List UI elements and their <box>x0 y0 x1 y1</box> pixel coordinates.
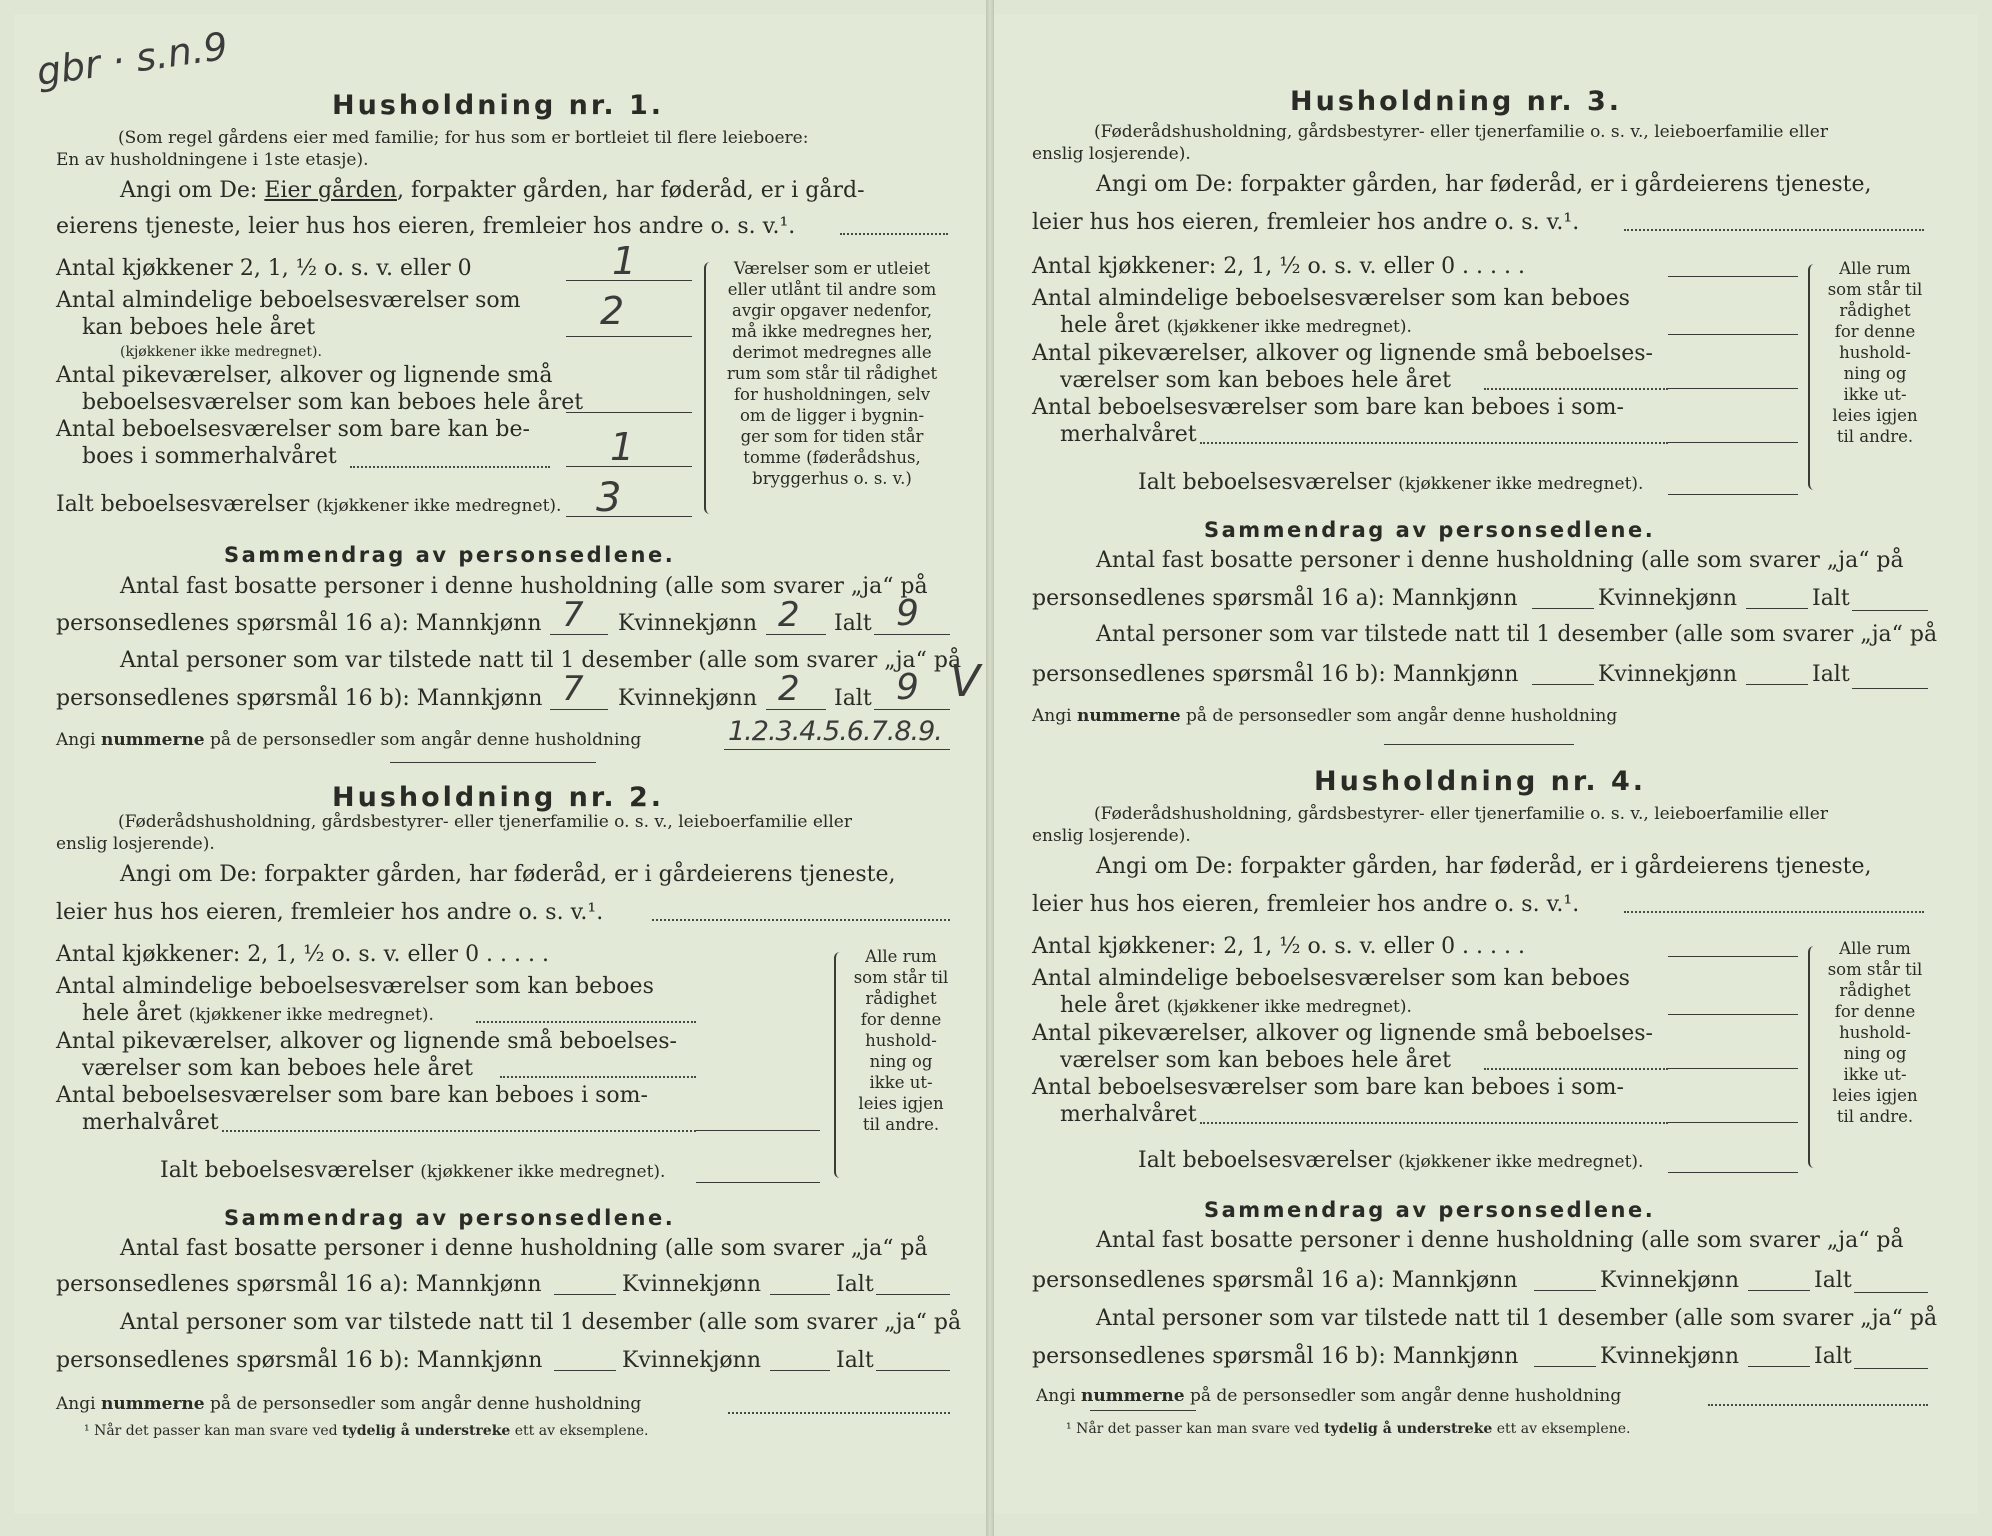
hh2-somm-line2: merhalvåret <box>82 1110 219 1135</box>
hh4-foot-c: ett av eksemplene. <box>1496 1421 1631 1437</box>
hh3-kjokken-line <box>1668 276 1798 277</box>
hh4-fast-line1: Antal fast bosatte personer i denne husholdning (alle som svarer „ja“ på <box>1096 1228 1904 1253</box>
hh3-nr-angi: Angi <box>1032 706 1072 726</box>
hh3-side-line: rådighet <box>1839 301 1911 320</box>
hh2-alm-line2 <box>82 1003 434 1025</box>
hh2-pike-dots <box>500 1076 696 1078</box>
hh3-tilst-label: personsedlenes spørsmål 16 b): <box>1032 662 1386 687</box>
hh3-ialt-label <box>1138 472 1643 494</box>
hh1-alm-line2: kan beboes hele året <box>82 315 316 340</box>
hh4-side-line: leies igjen <box>1832 1086 1918 1105</box>
hh1-title: Husholdning nr. 1. <box>332 90 665 121</box>
hh2-note-line1: (Føderådshusholdning, gårdsbestyrer- eller tjenerfamilie o. s. v., leieboerfamilie eller <box>118 812 852 832</box>
hh1-angi-line2: eierens tjeneste, leier hus hos eieren, fremleier hos andre o. s. v.¹. <box>56 214 796 239</box>
hh1-alm-value: 2 <box>600 289 625 333</box>
hh2-tilst-label: personsedlenes spørsmål 16 b): <box>56 1348 410 1373</box>
hh3-angi-line1: Angi om De: forpakter gården, har føderåd, er i gårdeierens tjeneste, <box>1096 172 1872 197</box>
hh3-alm-text: hele året <box>1060 313 1160 338</box>
hh4-nr-rest: på de personsedler som angår denne husholdning <box>1190 1386 1622 1406</box>
hh1-pike-line2: beboelsesværelser som kan beboes hele året <box>82 390 584 415</box>
hh4-pike-dots <box>1484 1068 1668 1070</box>
hh4-kjokken-line <box>1668 956 1798 957</box>
hh3-alm-line1: Antal almindelige beboelsesværelser som kan beboes <box>1032 286 1630 311</box>
hh2-side-note <box>846 946 956 1135</box>
hh1-side-line: derimot medregnes alle <box>732 343 932 362</box>
hh1-kjokken-label: Antal kjøkkener 2, 1, ½ o. s. v. eller 0 <box>56 256 472 281</box>
hh4-ialt-line <box>1668 1172 1798 1173</box>
hh1-nummer-value: 1.2.3.4.5.6.7.8.9. <box>728 716 942 747</box>
hh1-nummer-line-rule <box>724 749 950 750</box>
hh4-angi-fill-line <box>1624 911 1924 913</box>
hh2-nr-angi: Angi <box>56 1394 96 1414</box>
hh1-angi-label: Angi om De: <box>120 178 258 203</box>
hh2-fast-line2 <box>56 1274 542 1296</box>
hh4-side-line: rådighet <box>1839 981 1911 1000</box>
hh3-tilst-mann-label: Mannkjønn <box>1392 662 1519 687</box>
hh3-side-line: for denne <box>1834 322 1916 341</box>
hh4-pike-line2: værelser som kan beboes hele året <box>1060 1048 1451 1073</box>
hh2-alm-text: hele året <box>82 1001 182 1026</box>
hh3-side-line: ning og <box>1843 364 1907 383</box>
hh3-somm-line1: Antal beboelsesværelser som bare kan beboes i som- <box>1032 395 1624 420</box>
hh1-tilst-label: personsedlenes spørsmål 16 b): <box>56 686 410 711</box>
hh4-title: Husholdning nr. 4. <box>1314 766 1647 797</box>
hh1-side-line: avgir opgaver nedenfor, <box>732 301 932 320</box>
hh1-nummer-line <box>56 732 641 749</box>
hh4-tilst-mann-label: Mannkjønn <box>1392 1344 1519 1369</box>
hh1-angi-rest: , forpakter gården, har føderåd, er i gård- <box>396 178 865 203</box>
hh2-pike-line1: Antal pikeværelser, alkover og lignende små beboelses- <box>56 1029 677 1054</box>
hh3-fast-ialt-line <box>1852 610 1928 611</box>
hh3-tilst-kvinne-label: Kvinnekjønn <box>1598 662 1737 687</box>
hh1-alm-line1: Antal almindelige beboelsesværelser som <box>56 288 521 313</box>
hh3-angi-line2: leier hus hos eieren, fremleier hos andre o. s. v.¹. <box>1032 210 1580 235</box>
hh4-side-line: til andre. <box>1836 1107 1914 1126</box>
hh2-pike-line2: værelser som kan beboes hele året <box>82 1056 473 1081</box>
hh3-pike-line2: værelser som kan beboes hele året <box>1060 368 1451 393</box>
hh2-fast-ialt-label: Ialt <box>836 1272 874 1297</box>
hh3-fast-mann-line <box>1532 608 1594 609</box>
hh4-tilst-line1: Antal personer som var tilstede natt til 1 desember (alle som svarer „ja“ på <box>1096 1306 1938 1331</box>
hh2-brace <box>834 952 846 1178</box>
hh3-fast-kvinne-line <box>1746 608 1808 609</box>
hh2-tilst-line2 <box>56 1350 542 1372</box>
hh3-fast-kvinne-label: Kvinnekjønn <box>1598 586 1737 611</box>
hh1-angi-eier-underlined: Eier gården <box>264 178 397 203</box>
hh1-side-line: eller utlånt til andre som <box>727 280 937 299</box>
hh2-alm-note: (kjøkkener ikke medregnet). <box>188 1005 434 1025</box>
hh2-alm-line1: Antal almindelige beboelsesværelser som kan beboes <box>56 974 654 999</box>
hh1-tilst-line1: Antal personer som var tilstede natt til 1 desember (alle som svarer „ja“ på <box>120 648 962 673</box>
hh1-fast-ialt-label: Ialt <box>834 611 872 636</box>
hh1-side-line: tomme (føderådshus, <box>743 448 921 467</box>
hh4-somm-line <box>1668 1122 1798 1123</box>
hh4-somm-dots <box>1200 1122 1668 1124</box>
hh1-angi-fill-line <box>840 233 948 235</box>
hh1-ialt-note: (kjøkkener ikke medregnet). <box>316 496 562 516</box>
page-fold <box>986 0 994 1536</box>
hh2-angi-line2: leier hus hos eieren, fremleier hos andre o. s. v.¹. <box>56 900 604 925</box>
hh3-pike-line <box>1668 388 1798 389</box>
hh4-angi-line1: Angi om De: forpakter gården, har føderåd, er i gårdeierens tjeneste, <box>1096 854 1872 879</box>
hh2-tilst-kvinne-label: Kvinnekjønn <box>622 1348 761 1373</box>
hh3-somm-line <box>1668 442 1798 443</box>
hh2-footnote <box>84 1424 648 1438</box>
hh4-alm-line1: Antal almindelige beboelsesværelser som kan beboes <box>1032 966 1630 991</box>
hh4-tilst-kvinne-line <box>1748 1366 1810 1367</box>
hh1-ialt-value: 3 <box>596 475 622 521</box>
hh3-tilst-kvinne-line <box>1746 684 1808 685</box>
hh3-nr-bold: nummerne <box>1076 706 1181 726</box>
hh2-side-line: ikke ut- <box>869 1073 933 1092</box>
hh3-note-line1: (Føderådshusholdning, gårdsbestyrer- eller tjenerfamilie o. s. v., leieboerfamilie eller <box>1094 122 1828 142</box>
hh4-footnote <box>1066 1422 1630 1436</box>
hh4-foot-a: ¹ Når det passer kan man svare ved <box>1066 1421 1320 1437</box>
hh1-side-line: om de ligger i bygnin- <box>739 406 925 425</box>
hh2-side-line: ning og <box>869 1052 933 1071</box>
hh1-nr-angi: Angi <box>56 730 96 750</box>
hh3-fast-mann-label: Mannkjønn <box>1391 586 1518 611</box>
hh2-side-line: til andre. <box>862 1115 940 1134</box>
hh2-tilst-ialt-line <box>876 1370 950 1371</box>
hh4-somm-line1: Antal beboelsesværelser som bare kan beboes i som- <box>1032 1075 1624 1100</box>
hh1-tilst-mann-line <box>550 709 608 710</box>
hh4-alm-text: hele året <box>1060 993 1160 1018</box>
hh3-title: Husholdning nr. 3. <box>1290 86 1623 117</box>
hh2-somm-line1: Antal beboelsesværelser som bare kan beboes i som- <box>56 1083 648 1108</box>
hh4-nummer-line <box>1036 1388 1621 1405</box>
hh3-angi-fill-line <box>1624 229 1924 231</box>
hh2-fast-kvinne-label: Kvinnekjønn <box>622 1272 761 1297</box>
hh1-alm-line <box>566 336 692 337</box>
hh2-tilst-ialt-label: Ialt <box>836 1348 874 1373</box>
hh1-side-line: Værelser som er utleiet <box>733 259 931 278</box>
hh3-somm-dots <box>1200 442 1668 444</box>
hh4-tilst-label: personsedlenes spørsmål 16 b): <box>1032 1344 1386 1369</box>
hh1-ialt-text: Ialt beboelsesværelser <box>56 492 310 517</box>
hh3-nummer-line <box>1032 708 1617 725</box>
hh4-side-line: ning og <box>1843 1044 1907 1063</box>
hh3-side-note <box>1818 258 1932 447</box>
hh3-tilst-ialt-line <box>1852 688 1928 689</box>
hh4-tilst-line2 <box>1032 1346 1518 1368</box>
hh2-somm-line <box>696 1130 820 1131</box>
hh1-side-line: bryggerhus o. s. v.) <box>752 469 912 488</box>
hh2-ialt-line <box>696 1182 820 1183</box>
hh1-angi-line1 <box>120 180 865 202</box>
hh2-fast-mann-label: Mannkjønn <box>415 1272 542 1297</box>
hh1-ialt-line <box>566 516 692 517</box>
hh2-angi-line1: Angi om De: forpakter gården, har føderåd, er i gårdeierens tjeneste, <box>120 862 896 887</box>
hh1-separator <box>390 762 596 763</box>
hh4-fast-line2 <box>1032 1270 1518 1292</box>
hh2-nummer-line <box>56 1396 641 1413</box>
hh2-foot-c: ett av eksemplene. <box>514 1423 649 1439</box>
hh2-side-line: for denne <box>860 1010 942 1029</box>
hh4-side-line: Alle rum <box>1839 939 1911 958</box>
hh3-tilst-line2 <box>1032 664 1518 686</box>
hh2-tilst-mann-label: Mannkjønn <box>416 1348 543 1373</box>
hh1-side-line: for husholdningen, selv <box>733 385 931 404</box>
hh4-foot-bold: tydelig å understreke <box>1324 1421 1493 1437</box>
hh4-fast-mann-line <box>1534 1290 1596 1291</box>
hh3-fast-line2 <box>1032 588 1518 610</box>
hh2-title: Husholdning nr. 2. <box>332 782 665 813</box>
hh1-fast-label: personsedlenes spørsmål 16 a): <box>56 611 409 636</box>
hh1-alm-note: (kjøkkener ikke medregnet). <box>120 344 322 360</box>
hh1-checkmark: V <box>950 656 981 707</box>
hh3-side-line: leies igjen <box>1832 406 1918 425</box>
hh4-ialt-note: (kjøkkener ikke medregnet). <box>1398 1152 1644 1172</box>
hh2-fast-mann-line <box>554 1294 616 1295</box>
hh3-fast-label: personsedlenes spørsmål 16 a): <box>1032 586 1385 611</box>
hh4-tilst-kvinne-label: Kvinnekjønn <box>1600 1344 1739 1369</box>
hh4-fast-label: personsedlenes spørsmål 16 a): <box>1032 1268 1385 1293</box>
hh4-fast-kvinne-line <box>1748 1290 1810 1291</box>
hh4-nr-bold: nummerne <box>1080 1386 1185 1406</box>
hh2-side-line: Alle rum <box>865 947 937 966</box>
hh1-side-line: rum som står til rådighet <box>726 364 938 383</box>
hh3-separator <box>1384 744 1574 745</box>
hh3-tilst-line1: Antal personer som var tilstede natt til 1 desember (alle som svarer „ja“ på <box>1096 622 1938 647</box>
hh4-alm-line2 <box>1060 995 1412 1017</box>
hh3-ialt-text: Ialt beboelsesværelser <box>1138 470 1392 495</box>
hh4-note-line1: (Føderådshusholdning, gårdsbestyrer- eller tjenerfamilie o. s. v., leieboerfamilie eller <box>1094 804 1828 824</box>
margin-handwritten-note: gbr · s.n.9 <box>33 23 231 95</box>
hh3-note-line2: enslig losjerende). <box>1032 144 1191 164</box>
hh1-tilst-kvinne-value: 2 <box>778 669 800 709</box>
hh1-fast-ialt-value: 9 <box>896 593 919 634</box>
hh1-fast-mann-label: Mannkjønn <box>415 611 542 636</box>
hh4-angi-line2: leier hus hos eieren, fremleier hos andre o. s. v.¹. <box>1032 892 1580 917</box>
hh2-fast-ialt-line <box>876 1294 950 1295</box>
hh2-fast-label: personsedlenes spørsmål 16 a): <box>56 1272 409 1297</box>
hh2-summary-title: Sammendrag av personsedlene. <box>224 1206 676 1230</box>
hh1-somm-value: 1 <box>610 425 635 469</box>
hh3-pike-dots <box>1484 388 1668 390</box>
hh1-nr-bold: nummerne <box>100 730 205 750</box>
hh4-pike-line <box>1668 1068 1798 1069</box>
hh3-side-line: til andre. <box>1836 427 1914 446</box>
hh2-ialt-note: (kjøkkener ikke medregnet). <box>420 1162 666 1182</box>
hh4-side-line: hushold- <box>1839 1023 1911 1042</box>
hh3-kjokken-label: Antal kjøkkener: 2, 1, ½ o. s. v. eller 0 . . . . . <box>1032 254 1525 279</box>
hh2-nr-rest: på de personsedler som angår denne husholdning <box>210 1394 642 1414</box>
hh1-ialt-label <box>56 494 561 516</box>
hh1-fast-line1: Antal fast bosatte personer i denne husholdning (alle som svarer „ja“ på <box>120 574 928 599</box>
hh2-fast-line1: Antal fast bosatte personer i denne husholdning (alle som svarer „ja“ på <box>120 1236 928 1261</box>
hh1-nr-rest: på de personsedler som angår denne husholdning <box>210 730 642 750</box>
hh4-ialt-label <box>1138 1150 1643 1172</box>
hh2-nr-bold: nummerne <box>100 1394 205 1414</box>
hh2-side-line: hushold- <box>865 1031 937 1050</box>
hh3-fast-ialt-label: Ialt <box>1812 586 1850 611</box>
hh2-nummer-dots <box>728 1412 950 1414</box>
hh4-side-line: som står til <box>1827 960 1923 979</box>
hh2-ialt-text: Ialt beboelsesværelser <box>160 1158 414 1183</box>
hh1-side-line: ger som for tiden står <box>740 427 924 446</box>
hh1-fast-ialt-line <box>874 634 950 635</box>
hh1-fast-kvinne-value: 2 <box>778 595 800 635</box>
hh1-tilst-ialt-label: Ialt <box>834 686 872 711</box>
hh1-fast-mann-value: 7 <box>562 595 584 635</box>
hh4-side-line: for denne <box>1834 1002 1916 1021</box>
hh4-fast-mann-label: Mannkjønn <box>1391 1268 1518 1293</box>
hh4-nr-angi: Angi <box>1036 1386 1076 1406</box>
hh4-somm-line2: merhalvåret <box>1060 1102 1197 1127</box>
hh2-tilst-mann-line <box>554 1370 616 1371</box>
hh2-kjokken-label: Antal kjøkkener: 2, 1, ½ o. s. v. eller 0 . . . . . <box>56 942 549 967</box>
hh4-fast-ialt-line <box>1854 1292 1928 1293</box>
hh4-tilst-ialt-line <box>1854 1368 1928 1369</box>
hh4-pike-line1: Antal pikeværelser, alkover og lignende små beboelses- <box>1032 1021 1653 1046</box>
hh1-tilst-kvinne-line <box>766 709 826 710</box>
hh2-ialt-label <box>160 1160 665 1182</box>
hh3-alm-note: (kjøkkener ikke medregnet). <box>1166 317 1412 337</box>
hh3-alm-line <box>1668 334 1798 335</box>
hh3-side-line: Alle rum <box>1839 259 1911 278</box>
hh2-alm-dots <box>476 1021 696 1023</box>
hh4-tilst-mann-line <box>1534 1366 1596 1367</box>
hh1-somm-dots <box>350 466 550 468</box>
hh1-somm-line1: Antal beboelsesværelser som bare kan be- <box>56 417 530 442</box>
hh2-side-line: leies igjen <box>858 1094 944 1113</box>
hh3-summary-title: Sammendrag av personsedlene. <box>1204 518 1656 542</box>
hh2-fast-kvinne-line <box>770 1294 830 1295</box>
hh3-side-line: som står til <box>1827 280 1923 299</box>
hh4-alm-line <box>1668 1014 1798 1015</box>
hh1-kjokken-value: 1 <box>612 239 637 283</box>
hh4-nummer-dots <box>1708 1404 1928 1406</box>
hh1-fast-line2 <box>56 613 542 635</box>
hh1-side-line: må ikke medregnes her, <box>731 322 933 341</box>
hh4-summary-title: Sammendrag av personsedlene. <box>1204 1198 1656 1222</box>
hh3-side-line: hushold- <box>1839 343 1911 362</box>
hh4-fast-ialt-label: Ialt <box>1814 1268 1852 1293</box>
hh3-pike-line1: Antal pikeværelser, alkover og lignende små beboelses- <box>1032 341 1653 366</box>
hh4-side-note <box>1818 938 1932 1127</box>
hh2-tilst-kvinne-line <box>770 1370 830 1371</box>
hh2-somm-dots <box>222 1130 696 1132</box>
hh4-kjokken-label: Antal kjøkkener: 2, 1, ½ o. s. v. eller 0 . . . . . <box>1032 934 1525 959</box>
hh4-alm-note: (kjøkkener ikke medregnet). <box>1166 997 1412 1017</box>
hh1-fast-kvinne-label: Kvinnekjønn <box>618 611 757 636</box>
hh2-note-line2: enslig losjerende). <box>56 834 215 854</box>
hh1-pike-line <box>566 412 692 413</box>
hh1-tilst-kvinne-label: Kvinnekjønn <box>618 686 757 711</box>
hh3-side-line: ikke ut- <box>1843 385 1907 404</box>
hh3-tilst-mann-line <box>1532 684 1594 685</box>
hh2-tilst-line1: Antal personer som var tilstede natt til 1 desember (alle som svarer „ja“ på <box>120 1310 962 1335</box>
hh1-tilst-line2 <box>56 688 542 710</box>
hh3-nr-rest: på de personsedler som angår denne husholdning <box>1186 706 1618 726</box>
hh3-tilst-ialt-label: Ialt <box>1812 662 1850 687</box>
hh4-note-line2: enslig losjerende). <box>1032 826 1191 846</box>
hh1-pike-line1: Antal pikeværelser, alkover og lignende små <box>56 363 553 388</box>
hh3-somm-line2: merhalvåret <box>1060 422 1197 447</box>
hh2-side-line: som står til <box>853 968 949 987</box>
hh1-tilst-ialt-value: 9 <box>896 667 919 708</box>
hh1-somm-line2: boes i sommerhalvåret <box>82 444 337 469</box>
hh1-tilst-ialt-line <box>874 709 950 710</box>
hh4-fast-kvinne-label: Kvinnekjønn <box>1600 1268 1739 1293</box>
hh1-summary-title: Sammendrag av personsedlene. <box>224 543 676 567</box>
hh4-ialt-text: Ialt beboelsesværelser <box>1138 1148 1392 1173</box>
hh2-angi-fill-line <box>652 919 950 921</box>
hh1-tilst-mann-value: 7 <box>562 669 584 709</box>
hh4-nummer-underline <box>1090 1410 1196 1411</box>
hh3-alm-line2 <box>1060 315 1412 337</box>
hh1-tilst-mann-label: Mannkjønn <box>416 686 543 711</box>
hh2-side-line: rådighet <box>865 989 937 1008</box>
hh1-note-line2: En av husholdningene i 1ste etasje). <box>56 150 369 170</box>
hh2-foot-bold: tydelig å understreke <box>342 1423 511 1439</box>
hh3-ialt-line <box>1668 494 1798 495</box>
hh3-ialt-note: (kjøkkener ikke medregnet). <box>1398 474 1644 494</box>
hh4-side-line: ikke ut- <box>1843 1065 1907 1084</box>
hh1-side-note <box>712 258 952 489</box>
hh2-foot-a: ¹ Når det passer kan man svare ved <box>84 1423 338 1439</box>
hh1-note-line1: (Som regel gårdens eier med familie; for hus som er bortleiet til flere leieboere: <box>118 128 809 148</box>
hh3-fast-line1: Antal fast bosatte personer i denne husholdning (alle som svarer „ja“ på <box>1096 548 1904 573</box>
hh4-tilst-ialt-label: Ialt <box>1814 1344 1852 1369</box>
